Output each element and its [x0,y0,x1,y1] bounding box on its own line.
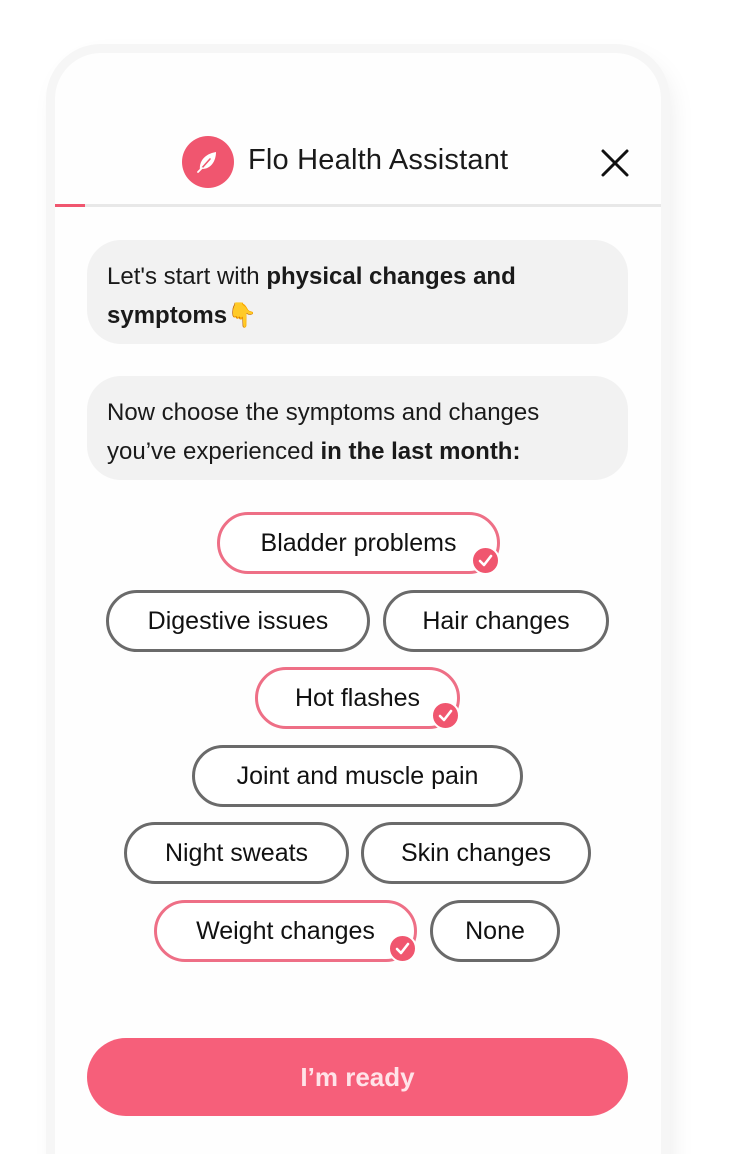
chip-hot-flashes[interactable] [255,667,460,729]
progress-fill [55,204,85,207]
chat-header [55,133,661,191]
chip-label: Skin changes [400,838,552,867]
check-icon [388,934,417,963]
check-icon [471,546,500,575]
chip-label: Joint and muscle pain [236,761,479,790]
message-bold-text: physical changes and symptoms [107,263,516,329]
chip-bladder-problems[interactable] [217,512,500,574]
feather-icon [182,136,234,188]
feather-glyph [194,148,222,176]
page-title: Flo Health Assistant [248,144,509,176]
chip-digestive-issues[interactable] [106,590,370,652]
chip-hair-changes[interactable] [383,590,609,652]
chip-night-sweats[interactable] [124,822,349,884]
chip-joint-and-muscle-pain[interactable] [192,745,523,807]
chip-weight-changes[interactable] [154,900,417,962]
chip-label: Bladder problems [260,528,457,557]
message-text: Let's start with [107,263,267,290]
progress-bar [55,204,661,207]
phone-frame [55,53,661,1154]
pointing-down-icon: 👇 [227,301,257,329]
assistant-message [87,240,628,344]
chip-label: Weight changes [196,916,375,945]
chip-label: Hot flashes [294,683,421,712]
chip-label: None [465,916,525,945]
message-text: Now choose the symptoms and changes you’ve experienced [107,399,540,465]
chip-skin-changes[interactable] [361,822,591,884]
close-icon[interactable] [598,146,632,180]
chip-none[interactable] [430,900,560,962]
chip-label: Digestive issues [147,606,329,635]
im-ready-button[interactable]: I’m ready [87,1038,628,1116]
chip-label: Hair changes [422,606,570,635]
check-icon [431,701,460,730]
message-bold-text: in the last month: [320,438,521,465]
chip-label: Night sweats [164,838,309,867]
assistant-message [87,376,628,480]
